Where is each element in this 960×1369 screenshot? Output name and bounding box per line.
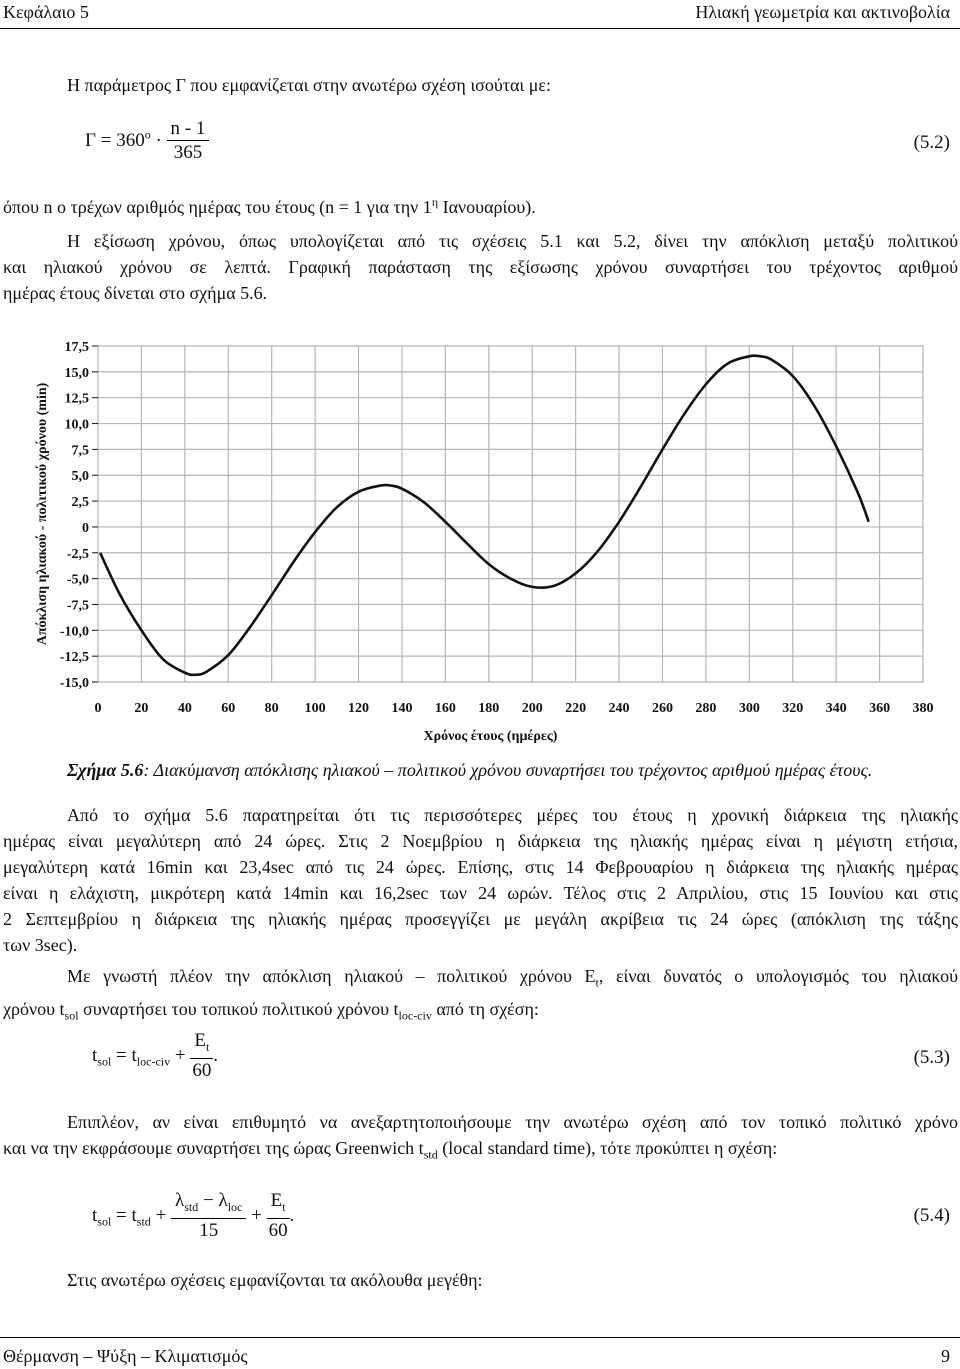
eq54-sub-loc: loc (227, 1199, 243, 1214)
p2-line5: 2 Σεπτεμβρίου η διάρκεια της ηλιακής ημέρας προσεγγίζει με μεγάλη ακρίβεια τις 24 ώρες (απόκλιση της τάξης (3, 909, 958, 929)
eq-lhs: Γ = 360 (85, 129, 145, 151)
y-tick-label: 0 (82, 520, 89, 536)
ordinal-sup: η (431, 195, 439, 209)
section-header: Ηλιακή γεωμετρία και ακτινοβολία (695, 2, 950, 22)
x-tick-label: 80 (264, 701, 279, 716)
eq54-num2-e: E (270, 1190, 283, 1211)
y-tick-label: 2,5 (71, 495, 89, 511)
p3-l2sub1: sol (64, 1008, 79, 1023)
x-tick-label: 100 (304, 701, 326, 716)
x-axis-label: Χρόνος έτους (ημέρες) (423, 729, 558, 744)
eq-numerator: n - 1 (167, 118, 210, 141)
eq54-den1: 15 (199, 1219, 219, 1241)
eq54-eq: = t (111, 1204, 137, 1226)
outro-text: Στις ανωτέρω σχέσεις εμφανίζονται τα ακόλουθα μεγέθη: (67, 1270, 483, 1290)
p1-line1: Η εξίσωση χρόνου, όπως υπολογίζεται από τις σχέσεις 5.1 και 5.2, δίνει την απόκλιση μεταξύ πολιτικού (67, 231, 958, 251)
eq54-lambda-a: λ (175, 1190, 185, 1211)
eq53-num-e: E (194, 1030, 206, 1051)
intro-text: Η παράμετρος Γ που εμφανίζεται στην ανωτέρω σχέση ισούται με: (67, 75, 551, 95)
p3-l2b: συναρτήσει του τοπικού πολιτικού χρόνου t (78, 998, 399, 1019)
y-axis-label: Απόκλιση ηλιακού - πολιτικού χρόνου (min) (35, 382, 50, 646)
p4-l2b: (local standard time), τότε προκύπτει η σχέση: (437, 1138, 778, 1158)
p3-l2sub2: loc-civ (398, 1008, 432, 1023)
eq53-num-sub: t (205, 1039, 210, 1054)
p3-l2a: χρόνου t (3, 998, 65, 1019)
eq54-fraction-1 (171, 1190, 246, 1243)
y-tick-label: -7,5 (66, 598, 89, 614)
p1-line2: και ηλιακού χρόνου σε λεπτά. Γραφική παράσταση της εξίσωσης χρόνου συναρτήσει του τρέχοντος αριθμού (3, 257, 958, 277)
figure-caption (67, 760, 872, 781)
p2-line2: ημέρας είναι μεγαλύτερη από 24 ώρες. Στις 2 Νοεμβρίου η διάρκεια της ηλιακής ημέρας είναι η μέγιστη ετήσια, (3, 831, 958, 851)
x-tick-label: 0 (94, 701, 102, 716)
equation-label: (5.2) (913, 132, 950, 153)
x-tick-label: 300 (738, 701, 760, 716)
x-tick-label: 140 (391, 701, 413, 716)
eq-dot: · (155, 129, 162, 151)
x-tick-label: 380 (912, 701, 934, 716)
p3-line1 (3, 963, 958, 996)
x-tick-label: 20 (134, 701, 149, 716)
x-tick-label: 360 (869, 701, 891, 716)
p3-l1b: , είναι δυνατός ο υπολογισμός του ηλιακού (598, 966, 959, 986)
eq53-fraction (190, 1030, 213, 1083)
y-tick-label: -2,5 (66, 546, 89, 562)
equation-5-4 (92, 1190, 294, 1243)
eq54-num2 (267, 1190, 290, 1219)
eq54-fraction-2 (267, 1190, 290, 1243)
eq54-plus1: + (150, 1204, 172, 1226)
equation-5-3-label: (5.3) (913, 1047, 950, 1068)
eq54-sub-std: std (184, 1199, 199, 1214)
x-tick-label: 260 (651, 701, 673, 716)
y-tick-label: -15,0 (59, 676, 89, 691)
p4-line2 (3, 1135, 958, 1168)
x-tick-label: 40 (177, 701, 192, 716)
eq53-den: 60 (192, 1059, 212, 1081)
equation-5-4-label: (5.4) (913, 1205, 950, 1226)
y-tick-label: 17,5 (64, 340, 89, 355)
chart-svg (0, 328, 960, 748)
x-tick-label: 200 (521, 701, 543, 716)
equation-5-3 (92, 1030, 218, 1083)
p4-l2sub: std (423, 1147, 438, 1162)
eq53-sol: sol (97, 1054, 112, 1069)
p2-line1: Από το σχήμα 5.6 παρατηρείται ότι τις περισσότερες μέρες του έτους η χρονική διάρκεια της ηλιακής (67, 805, 958, 825)
eq53-t: t (92, 1044, 98, 1066)
eq54-dot: . (289, 1204, 295, 1226)
p4-l2a: και να την εκφράσουμε συναρτήσει της ώρας Greenwich t (3, 1138, 424, 1158)
degree-sign: ο (144, 127, 151, 142)
where-n-pre: όπου n ο τρέχων αριθμός ημέρας του έτους (n = 1 για την 1 (3, 197, 432, 217)
p3-line2 (3, 996, 958, 1029)
caption-text: : Διακύμανση απόκλισης ηλιακού – πολιτικού χρόνου συναρτήσει του τρέχοντος αριθμού ημέρας έτους. (143, 760, 873, 780)
eq-denominator: 365 (173, 142, 203, 163)
p1-line3: ημέρας έτους δίνεται στο σχήμα 5.6. (3, 283, 268, 303)
eq53-num (190, 1030, 213, 1059)
equation-5-2 (85, 118, 209, 165)
y-tick-label: 12,5 (64, 391, 89, 407)
x-tick-label: 320 (782, 701, 804, 716)
p2-line3: μεγαλύτερη κατά 16min και 23,4sec από τις 24 ώρες. Επίσης, στις 14 Φεβρουαρίου η διάρκεια της ηλιακής ημέρας (3, 857, 958, 877)
x-tick-label: 240 (608, 701, 630, 716)
eq54-den2: 60 (268, 1219, 288, 1241)
eq54-sol: sol (97, 1214, 112, 1229)
p4-line1: Επιπλέον, αν είναι επιθυμητό να ανεξαρτητοποιήσουμε την ανωτέρω σχέση από τον τοπικό πολιτικό χρόνο (67, 1112, 958, 1132)
page-number: 9 (941, 1346, 950, 1366)
eq54-plus2: + (246, 1204, 267, 1226)
x-tick-label: 120 (348, 701, 370, 716)
x-tick-label: 180 (478, 701, 500, 716)
chapter-header: Κεφάλαιο 5 (3, 2, 89, 22)
y-tick-label: 15,0 (64, 365, 89, 381)
equation-of-time-chart (0, 328, 960, 748)
eq53-eq: = t (111, 1044, 137, 1066)
eq54-std: std (136, 1214, 151, 1229)
y-tick-label: 10,0 (64, 417, 89, 433)
y-tick-label: 5,0 (71, 469, 89, 485)
plot-area (98, 346, 923, 682)
eq54-minus-lambda: − λ (198, 1190, 228, 1211)
p3-l1a: Με γνωστή πλέον την απόκλιση ηλιακού – πολιτικού χρόνου E (67, 966, 596, 986)
footer-title: Θέρμανση – Ψύξη – Κλιματισμός (3, 1346, 248, 1366)
footer-rule (0, 1337, 960, 1338)
eq53-loc: loc-civ (136, 1054, 171, 1069)
caption-label: Σχήμα 5.6 (67, 760, 144, 780)
x-tick-label: 160 (434, 701, 456, 716)
paragraph-4 (3, 1109, 958, 1168)
y-tick-label: -5,0 (66, 572, 89, 588)
eq-fraction (167, 118, 210, 165)
x-tick-label: 60 (221, 701, 236, 716)
x-tick-label: 280 (695, 701, 717, 716)
eq54-num1 (171, 1190, 246, 1219)
eq54-t: t (92, 1204, 98, 1226)
header-rule (0, 28, 960, 29)
y-tick-label: -12,5 (59, 650, 89, 666)
y-tick-label: 7,5 (71, 443, 89, 459)
x-tick-label: 220 (565, 701, 587, 716)
where-n-text (3, 189, 536, 220)
p3-l1sub: t (595, 975, 599, 990)
eq54-num2-sub: t (282, 1199, 286, 1214)
p2-line6: των 3sec). (3, 935, 78, 955)
paragraph-2 (3, 802, 958, 958)
p2-line4: είναι η ελάχιστη, μικρότερη κατά 14min και 16,2sec των 24 ωρών. Τέλος στις 2 Απριλίου, στις 15 Ιουνίου και στις (3, 883, 958, 903)
paragraph-3 (3, 963, 958, 1028)
paragraph-1 (3, 228, 958, 306)
p3-l2c: από τη σχέση: (431, 998, 539, 1019)
where-n-post: Ιανουαρίου). (438, 197, 536, 217)
y-tick-label: -10,0 (59, 624, 89, 640)
eq53-dot: . (213, 1044, 219, 1066)
eq53-plus: + (170, 1044, 191, 1066)
x-tick-label: 340 (825, 701, 847, 716)
